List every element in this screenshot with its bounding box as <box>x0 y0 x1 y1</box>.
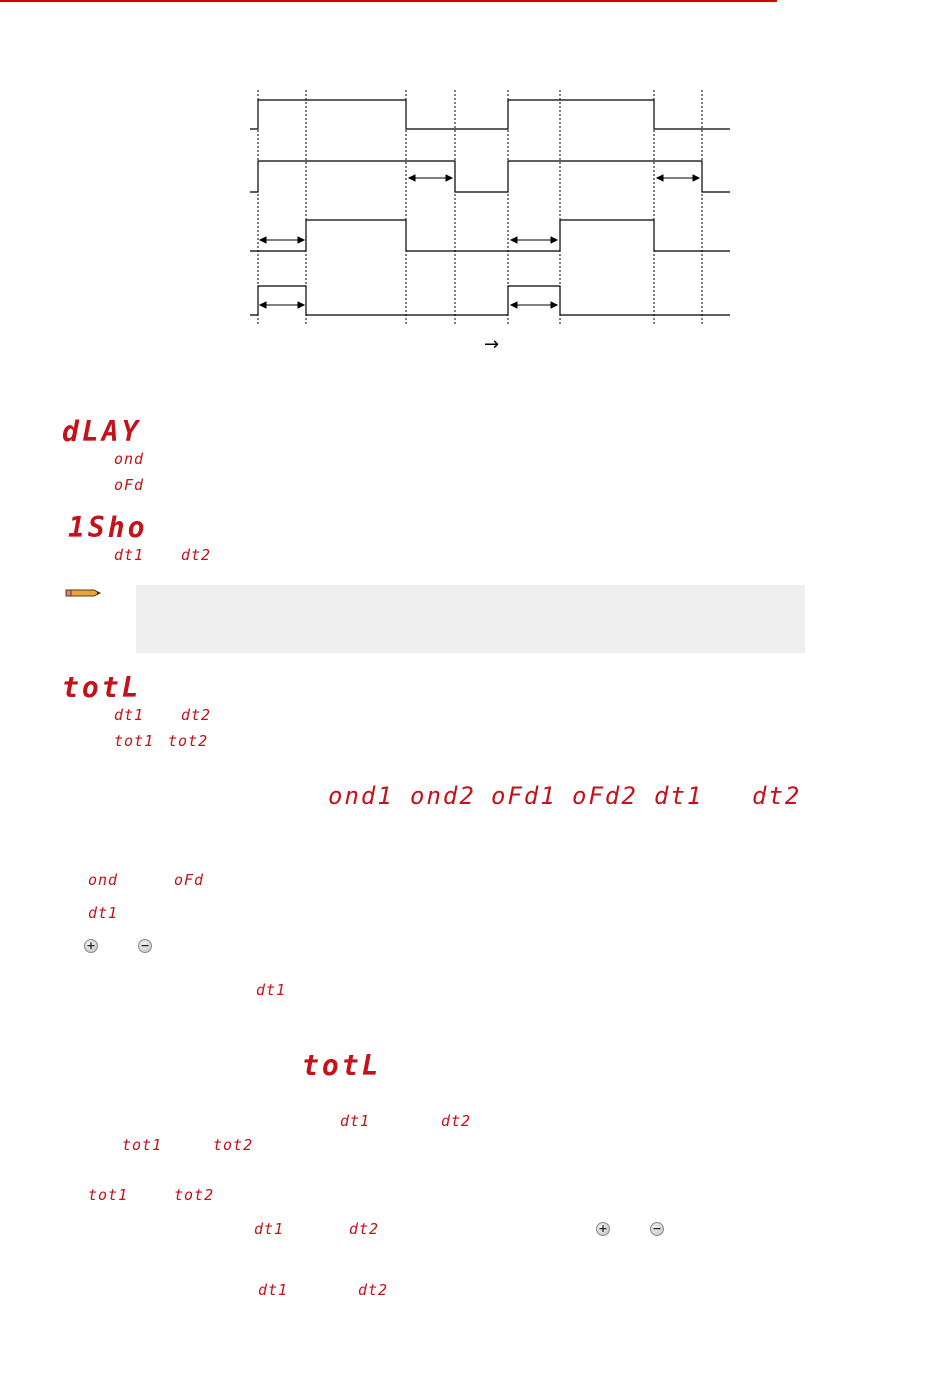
signal-input <box>250 100 730 129</box>
totl-setting-tot2: tot2 <box>213 1136 254 1154</box>
setting-time-dt1-again: dt1 <box>256 981 287 999</box>
minus-button-icon-2: − <box>650 1222 664 1236</box>
delay-arrows <box>260 175 699 308</box>
signal-off-delay <box>250 161 730 192</box>
param-seq-ofd2: oFd2 <box>572 782 638 810</box>
setting-mode-ond: ond <box>88 871 119 889</box>
totl-setting-tot2-again: tot2 <box>174 1186 215 1204</box>
setting-time-dt1: dt1 <box>88 904 119 922</box>
note-box <box>136 585 805 653</box>
setting-mode-ofd: oFd <box>174 871 205 889</box>
totl-code: totL <box>62 671 142 704</box>
plus-button-icon-2: + <box>596 1222 610 1236</box>
totl-final-dt2: dt2 <box>358 1281 389 1299</box>
totl-adjust-dt1: dt1 <box>254 1220 285 1238</box>
minus-button-icon: − <box>138 939 152 953</box>
totl-final-dt1: dt1 <box>258 1281 289 1299</box>
totl-adjust-dt2: dt2 <box>349 1220 380 1238</box>
pencil-icon <box>64 586 104 600</box>
param-seq-dt2: dt2 <box>752 782 802 810</box>
totl-setting-dt1: dt1 <box>340 1112 371 1130</box>
totl-param-dt2: dt2 <box>181 706 212 724</box>
plus-button-icon: + <box>84 939 98 953</box>
param-seq-ond2: ond2 <box>410 782 476 810</box>
isho-param-dt2: dt2 <box>181 546 212 564</box>
timing-gridlines <box>258 90 702 326</box>
dlay-option-ofd: oFd <box>114 476 145 494</box>
header-rule <box>0 0 777 2</box>
totl-total-tot2: tot2 <box>168 732 209 750</box>
totl-setting-tot1-again: tot1 <box>88 1186 129 1204</box>
param-seq-dt1: dt1 <box>654 782 704 810</box>
param-seq-ond1: ond1 <box>328 782 394 810</box>
totl-setting-code: totL <box>302 1049 382 1082</box>
time-arrow-icon: → <box>484 334 500 355</box>
signal-one-shot <box>250 286 730 315</box>
isho-param-dt1: dt1 <box>114 546 145 564</box>
signal-on-delay <box>250 220 730 251</box>
dlay-option-ond: ond <box>114 450 145 468</box>
totl-param-dt1: dt1 <box>114 706 145 724</box>
dlay-code: dLAY <box>62 415 142 448</box>
param-seq-ofd1: oFd1 <box>491 782 557 810</box>
totl-setting-tot1: tot1 <box>122 1136 163 1154</box>
timing-diagram <box>240 82 740 362</box>
totl-setting-dt2: dt2 <box>441 1112 472 1130</box>
totl-total-tot1: tot1 <box>114 732 155 750</box>
isho-code: 1Sho <box>68 511 148 544</box>
